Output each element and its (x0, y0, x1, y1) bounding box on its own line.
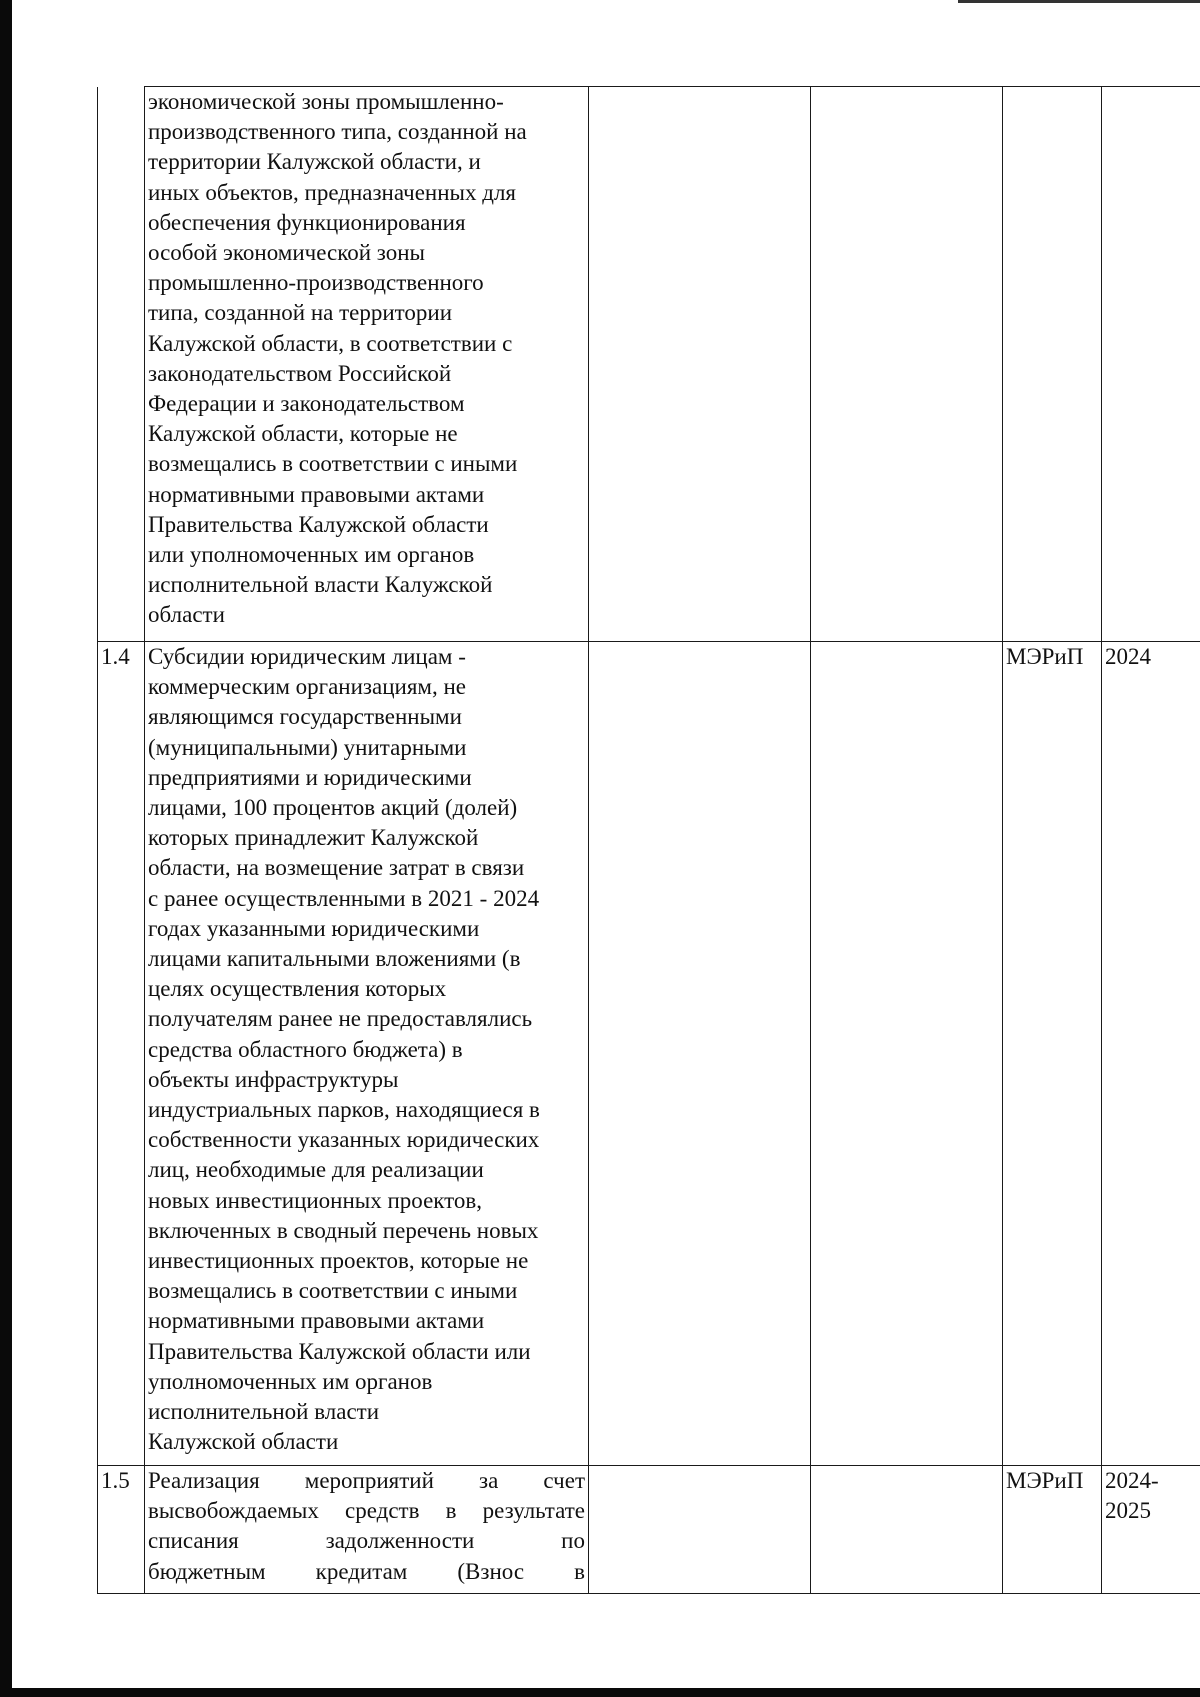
description-line: промышленно-производственного (148, 270, 484, 296)
description-line: законодательством Российской (148, 360, 452, 386)
description-line: Калужской области, которые не (148, 421, 458, 447)
description-line: Субсидии юридическим лицам - (148, 644, 466, 669)
empty-cell (589, 642, 811, 1466)
description-line: высвобождаемых средств в результате (148, 1498, 585, 1524)
description-line: уполномоченных им органов (148, 1368, 433, 1394)
row-period: 2024 (1102, 642, 1200, 1466)
description-line: Реализация мероприятий за счет (148, 1468, 585, 1493)
description-line: исполнительной власти Калужской (148, 572, 493, 598)
description-line: средства областного бюджета) в (148, 1036, 463, 1062)
row-executor (1003, 87, 1102, 642)
empty-cell (811, 642, 1003, 1466)
row-description (145, 87, 589, 642)
description-line: исполнительной власти (148, 1399, 380, 1425)
description-line: Калужской области (148, 1429, 339, 1455)
scan-edge-top (958, 0, 1200, 3)
description-line: производственного типа, созданной на (148, 119, 527, 145)
description-line: собственности указанных юридических (148, 1127, 540, 1153)
row-number: 1.5 (98, 1466, 145, 1594)
description-line: получателям ранее не предоставлялись (148, 1006, 533, 1032)
description-line: с ранее осуществленными в 2021 - 2024 (148, 885, 540, 911)
description-line: или уполномоченных им органов (148, 542, 475, 568)
description-line: которых принадлежит Калужской (148, 825, 479, 851)
description-line: области, на возмещение затрат в связи (148, 855, 525, 881)
empty-cell (589, 1466, 811, 1594)
empty-cell (811, 87, 1003, 642)
table-row (98, 642, 1200, 1466)
description-line: особой экономической зоны (148, 240, 425, 266)
description-line: включенных в сводный перечень новых (148, 1217, 539, 1243)
scan-edge-bottom (0, 1688, 1200, 1697)
description-line: возмещались в соответствии с иными (148, 451, 518, 477)
description-line: бюджетным кредитам (Взнос в (148, 1558, 585, 1584)
description-line: инвестиционных проектов, которые не (148, 1248, 529, 1274)
measures-table (97, 86, 1200, 1594)
description-line: списания задолженности по (148, 1528, 585, 1554)
description-line: иных объектов, предназначенных для (148, 179, 516, 205)
description-line: нормативными правовыми актами (148, 481, 485, 507)
empty-cell (811, 1466, 1003, 1594)
table-row (98, 87, 1200, 642)
row-description (145, 1466, 589, 1594)
description-line: лицами, 100 процентов акций (долей) (148, 795, 518, 821)
description-line: (муниципальными) унитарными (148, 734, 467, 760)
description-line: экономической зоны промышленно- (148, 89, 504, 114)
description-line: объекты инфраструктуры (148, 1066, 399, 1092)
description-line: территории Калужской области, и (148, 149, 481, 175)
description-line: области (148, 602, 225, 628)
description-line: являющимся государственными (148, 704, 462, 730)
row-description (145, 642, 589, 1466)
table-row (98, 1466, 1200, 1594)
description-line: годах указанными юридическими (148, 915, 480, 941)
row-period (1102, 87, 1200, 642)
description-line: возмещались в соответствии с иными (148, 1278, 518, 1304)
description-line: Правительства Калужской области (148, 511, 489, 537)
empty-cell (589, 87, 811, 642)
description-line: Правительства Калужской области или (148, 1338, 531, 1364)
description-line: Калужской области, в соответствии с (148, 330, 513, 356)
row-number (98, 87, 145, 642)
description-line: нормативными правовыми актами (148, 1308, 485, 1334)
description-line: целях осуществления которых (148, 976, 447, 1002)
row-number: 1.4 (98, 642, 145, 1466)
description-line: лицами капитальными вложениями (в (148, 946, 521, 972)
description-line: типа, созданной на территории (148, 300, 453, 326)
description-line: обеспечения функционирования (148, 209, 466, 235)
description-line: коммерческим организациям, не (148, 674, 466, 700)
row-executor: МЭРиП (1003, 1466, 1102, 1594)
row-period: 2024- 2025 (1102, 1466, 1200, 1594)
description-line: новых инвестиционных проектов, (148, 1187, 483, 1213)
row-executor: МЭРиП (1003, 642, 1102, 1466)
description-line: Федерации и законодательством (148, 391, 465, 417)
description-line: индустриальных парков, находящиеся в (148, 1097, 540, 1123)
scan-edge-left (0, 0, 12, 1697)
description-line: предприятиями и юридическими (148, 764, 472, 790)
description-line: лиц, необходимые для реализации (148, 1157, 484, 1183)
